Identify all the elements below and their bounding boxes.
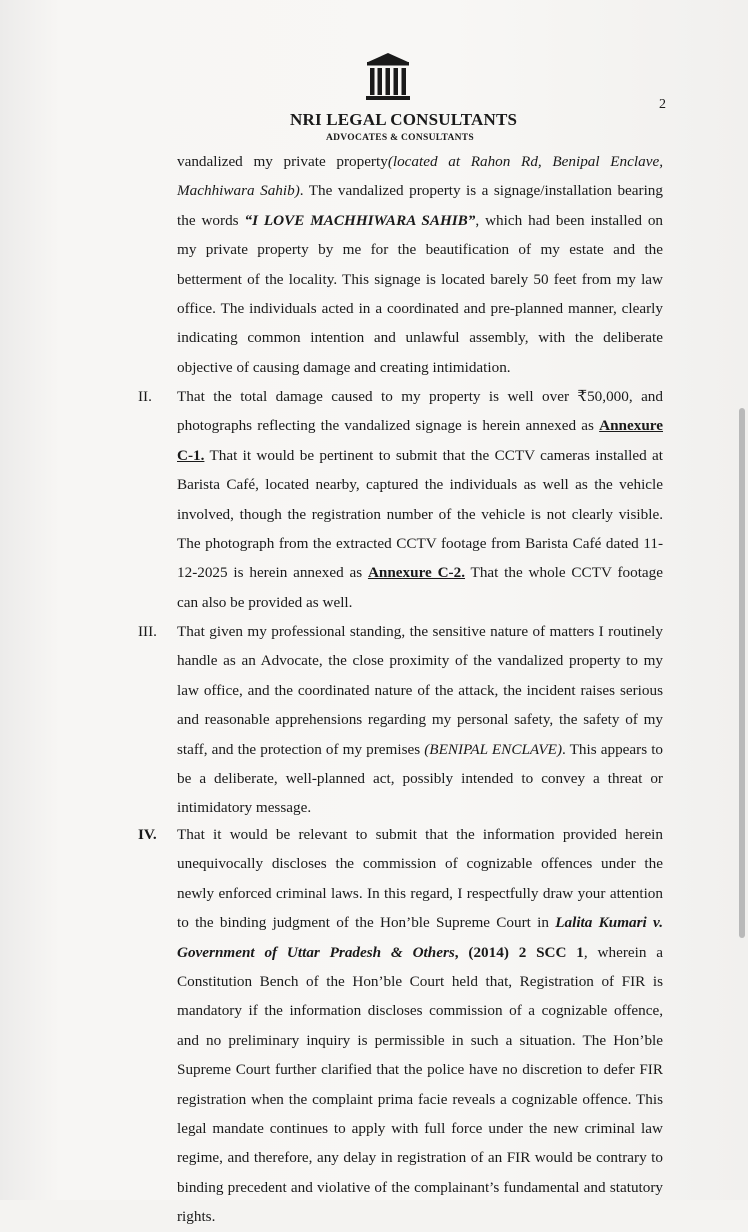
paragraph-numeral: II. [138, 388, 152, 405]
paragraph-ii [177, 382, 663, 617]
intro-text: , which had been installed on my private property by me for the beautification of my estate and the betterment of the locality. This signage is located barely 50 feet from my law office. The individuals acted in a coordinated and pre-planned manner, clearly indicating common intention and unlawful assembly, with the deliberate objective of causing damage and creating intimidation. [177, 211, 664, 376]
intro-text: vandalized my private property [177, 153, 388, 170]
paragraph-text: That the whole CCTV footage can also be provided as well. [177, 564, 663, 611]
paragraph-text: That it would be relevant to submit that the information provided herein unequivocally discloses the commission of cognizable offences under the newly enforced criminal laws. In this regard, I respectfully draw your attention to the binding judgment of the Hon’ble Supreme Court in [177, 826, 663, 932]
paragraph-text: That the total damage caused to my property is well over ₹50,000, and photographs reflecting the vandalized signage is herein annexed as [177, 388, 663, 435]
intro-paragraph [177, 147, 663, 382]
paragraph-iv [177, 820, 663, 1232]
page-number: 2 [659, 97, 666, 112]
paragraph-text: , wherein a Constitution Bench of the Hon’ble Court held that, Registration of FIR is mandatory if the information discloses commission of a cognizable offence, and no preliminary inquiry is permissible in such a situation. The Hon’ble Supreme Court further clarified that the police have no discretion to defer FIR registration when the complaint prima facie reveals a cognizable offence. This legal mandate continues to apply with full force under the new criminal law regime, and therefore, any delay in registration of an FIR would be contrary to binding precedent and violative of the complainant’s fundamental and statutory rights. [177, 943, 663, 1226]
paragraph-text: That given my professional standing, the sensitive nature of matters I routinely handle as an Advocate, the close proximity of the vandalized property to my law office, and the coordinated nature of the attack, the incident raises serious and reasonable apprehensions regarding my personal safety, the safety of my staff, and the protection of my premises [177, 623, 663, 758]
paragraph-numeral: III. [138, 623, 157, 640]
pillars-logo-icon [364, 52, 412, 102]
firm-name: NRI LEGAL CONSULTANTS [290, 110, 518, 129]
scrollbar[interactable] [739, 408, 745, 938]
case-citation: , (2014) 2 SCC 1 [454, 943, 584, 961]
paragraph-text: . This appears to be a deliberate, well-planned act, possibly intended to convey a threat or intimidatory message. [177, 740, 664, 817]
case-name: Lalita Kumari v. Government of Uttar Pradesh & Others [177, 914, 663, 961]
firm-subtitle: ADVOCATES & CONSULTANTS [325, 133, 474, 143]
signage-words: “I LOVE MACHHIWARA SAHIB” [244, 211, 476, 229]
property-location: (located at Rahon Rd, Benipal Enclave, Machhiwara Sahib) [177, 153, 663, 200]
paragraph-iii [177, 617, 663, 823]
annexure-c1-link: Annexure C-1. [177, 417, 663, 464]
intro-text: . The vandalized property is a signage/installation bearing the words [177, 182, 663, 229]
paragraph-numeral: IV. [138, 826, 157, 843]
paragraph-text: That it would be pertinent to submit that the CCTV cameras installed at Barista Café, located nearby, captured the individuals as well as the vehicle involved, though the registration number of the vehicle is not clearly visible. The photograph from the extracted CCTV footage from Barista Café dated 11-12-2025 is herein annexed as [177, 446, 663, 582]
premises-name: (BENIPAL ENCLAVE) [424, 740, 563, 758]
annexure-c2-link: Annexure C-2. [367, 564, 466, 582]
